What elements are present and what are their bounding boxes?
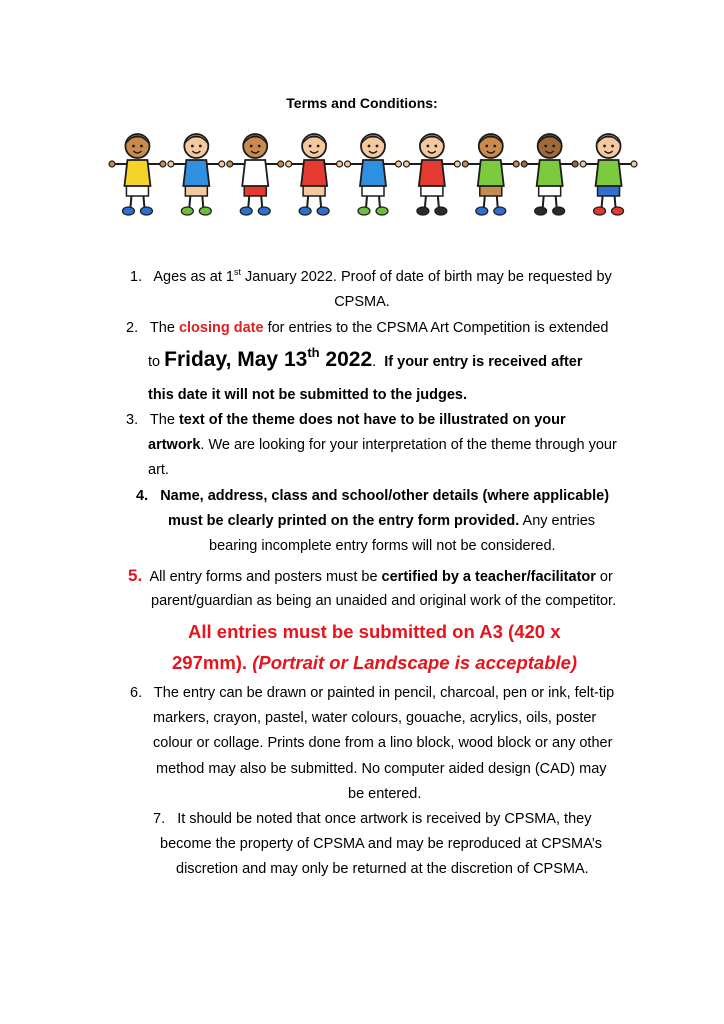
term-6-line-4: method may also be submitted. No computer aided design (CAD) may — [156, 761, 607, 777]
term-4-number: 4. — [136, 488, 149, 504]
child-figure — [109, 134, 166, 215]
term-1-number: 1. — [130, 269, 143, 285]
term-7-number: 7. — [153, 811, 166, 827]
term-6-line-5: be entered. — [348, 786, 422, 802]
term-1-line-1: 1. Ages as at 1st January 2022. Proof of date of birth may be requested by — [130, 267, 612, 285]
term-6-line-3: colour or collage. Prints done from a lino block, wood block or any other — [153, 735, 613, 751]
term-2-line-2: to Friday, May 13th 2022. If your entry is received after — [148, 345, 583, 371]
term-3-line-3: art. — [148, 462, 169, 478]
closing-date: Friday, May 13th 2022 — [164, 345, 373, 371]
term-7-line-2: become the property of CPSMA and may be reproduced at CPSMA’s — [160, 836, 602, 852]
child-figure — [403, 134, 460, 215]
child-figure — [580, 134, 637, 215]
page-title: Terms and Conditions: — [286, 95, 438, 111]
term-3-line-2: artwork. We are looking for your interpretation of the theme through your — [148, 437, 617, 453]
term-4-line-3: bearing incomplete entry forms will not be considered. — [209, 538, 556, 554]
child-figure — [168, 134, 225, 215]
child-figure — [345, 134, 402, 215]
term-1-line-2: CPSMA. — [334, 294, 390, 310]
term-5-line-2: parent/guardian as being an unaided and original work of the competitor. — [151, 593, 617, 609]
term-3-line-1: 3. The text of the theme does not have to be illustrated on your — [126, 412, 566, 428]
children-holding-hands-illustration — [108, 124, 638, 220]
term-2-line-1: 2. The closing date for entries to the CPSMA Art Competition is extended — [126, 320, 609, 336]
term-2-number: 2. — [126, 320, 139, 336]
term-6-line-2: markers, crayon, pastel, water colours, gouache, acrylics, oils, poster — [153, 710, 597, 726]
term-4-line-2: must be clearly printed on the entry form provided. Any entries — [168, 513, 596, 529]
term-2-line-3: this date it will not be submitted to the judges. — [148, 387, 468, 403]
term-7-line-1: 7. It should be noted that once artwork is received by CPSMA, they — [153, 811, 592, 827]
term-7-line-3: discretion and may only be returned at the discretion of CPSMA. — [176, 861, 589, 877]
term-5-number: 5. — [128, 566, 143, 585]
child-figure — [227, 134, 284, 215]
term-5-line-1: 5. All entry forms and posters must be certified by a teacher/facilitator or — [128, 566, 613, 585]
term-6-line-1: 6. The entry can be drawn or painted in pencil, charcoal, pen or ink, felt-tip — [130, 685, 615, 701]
a3-requirement-line-1: All entries must be submitted on A3 (420 x — [188, 621, 561, 642]
child-figure — [286, 134, 343, 215]
term-6-number: 6. — [130, 685, 143, 701]
child-figure — [521, 134, 578, 215]
term-3-number: 3. — [126, 412, 139, 428]
term-4-line-1: 4. Name, address, class and school/other details (where applicable) — [136, 488, 610, 504]
closing-date-highlight: closing date — [178, 320, 264, 336]
child-figure — [462, 134, 519, 215]
a3-requirement-line-2: 297mm). (Portrait or Landscape is acceptable) — [172, 652, 578, 673]
